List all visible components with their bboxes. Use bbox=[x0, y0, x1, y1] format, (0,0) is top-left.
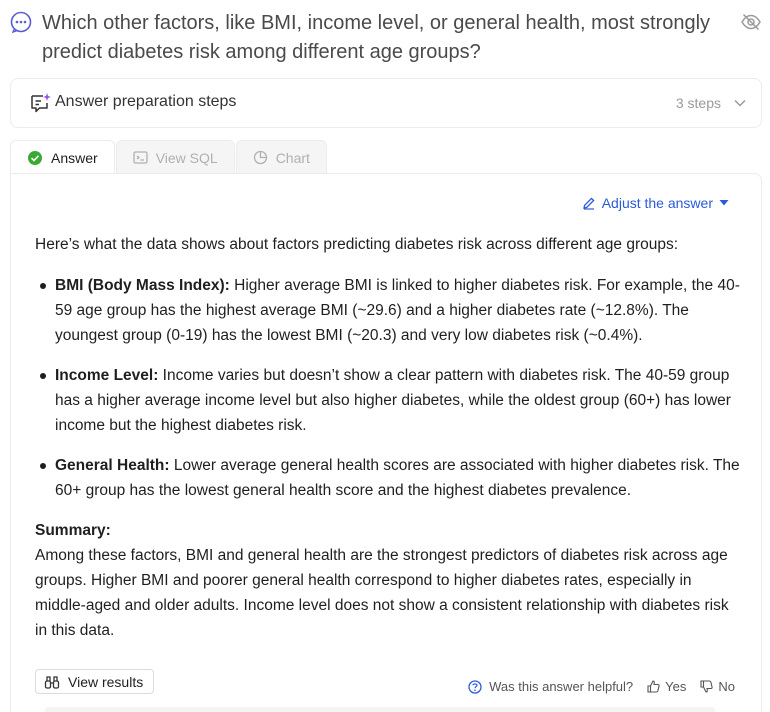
summary-text: Among these factors, BMI and general health are the strongest predictors of diabetes risk across age groups. Higher BMI and poorer general health correspond to higher diabetes rates, especially in middle-aged and older adults. Income level does not show a consistent relationship with diabetes risk in this data. bbox=[35, 547, 729, 639]
view-results-button[interactable] bbox=[35, 669, 154, 694]
answer-preparation-steps[interactable] bbox=[10, 78, 762, 128]
tab-view-sql[interactable] bbox=[116, 140, 235, 174]
question-header bbox=[8, 6, 762, 66]
adjust-answer-label: Adjust the answer bbox=[601, 195, 713, 211]
check-circle-icon bbox=[27, 150, 43, 166]
question-circle-icon bbox=[468, 680, 482, 694]
question-text: Which other factors, like BMI, income level, or general health, most strongly predict diabetes risk among different age groups? bbox=[42, 12, 711, 63]
tab-view-sql-label: View SQL bbox=[155, 149, 218, 166]
feedback-yes-label: Yes bbox=[665, 679, 687, 694]
steps-count: 3 steps bbox=[675, 95, 721, 111]
feedback-bar bbox=[468, 679, 735, 694]
tab-answer[interactable] bbox=[10, 140, 115, 174]
answer-intro: Here’s what the data shows about factors predicting diabetes risk across different age groups: bbox=[35, 236, 679, 253]
steps-title: Answer preparation steps bbox=[55, 93, 237, 110]
factor-list bbox=[35, 273, 740, 503]
list-item bbox=[35, 363, 740, 438]
list-item bbox=[35, 273, 740, 348]
terminal-icon bbox=[133, 150, 148, 165]
factor-label: Income Level: bbox=[55, 367, 159, 384]
pencil-icon bbox=[582, 196, 596, 210]
results-preview-strip bbox=[45, 707, 715, 712]
thumbs-down-icon bbox=[700, 680, 713, 693]
feedback-no-button[interactable] bbox=[700, 679, 735, 694]
eye-off-icon[interactable] bbox=[740, 11, 762, 33]
feedback-yes-button[interactable] bbox=[647, 679, 686, 694]
factor-text: Higher average BMI is linked to higher diabetes risk. For example, the 40-59 age group has the highest average BMI (~29.6) and a higher diabetes rate (~12.8%). The youngest group (0-19) has the lowest BMI (~20.3) and very low diabetes risk (~0.4%). bbox=[55, 277, 740, 344]
factor-label: BMI (Body Mass Index): bbox=[55, 277, 230, 294]
sparkle-chat-icon bbox=[29, 92, 51, 114]
pie-chart-icon bbox=[253, 150, 268, 165]
thumbs-up-icon bbox=[647, 680, 660, 693]
helpful-question bbox=[468, 679, 633, 694]
factor-text: Lower average general health scores are associated with higher diabetes risk. The 60+ group has the lowest general health score and the highest diabetes prevalence. bbox=[55, 457, 740, 499]
caret-down-icon bbox=[719, 199, 729, 207]
list-item bbox=[35, 453, 740, 503]
helpful-question-label: Was this answer helpful? bbox=[489, 679, 634, 694]
tab-answer-label: Answer bbox=[51, 149, 98, 166]
feedback-no-label: No bbox=[718, 679, 735, 694]
answer-content bbox=[35, 232, 740, 643]
view-results-label: View results bbox=[68, 673, 144, 690]
binoculars-icon bbox=[44, 674, 60, 690]
factor-label: General Health: bbox=[55, 457, 170, 474]
answer-panel bbox=[10, 173, 762, 712]
summary-heading: Summary: bbox=[35, 522, 111, 539]
factor-text: Income varies but doesn’t show a clear pattern with diabetes risk. The 40-59 group has a higher average income level but also higher diabetes, while the oldest group (60+) has lower income but the highest diabetes risk. bbox=[55, 367, 731, 434]
chevron-down-icon[interactable] bbox=[733, 96, 747, 110]
answer-tabs bbox=[10, 140, 328, 174]
tab-chart-label: Chart bbox=[275, 149, 310, 166]
adjust-answer-button[interactable] bbox=[582, 195, 735, 211]
chat-bubble-icon bbox=[10, 11, 32, 33]
tab-chart[interactable] bbox=[236, 140, 327, 174]
